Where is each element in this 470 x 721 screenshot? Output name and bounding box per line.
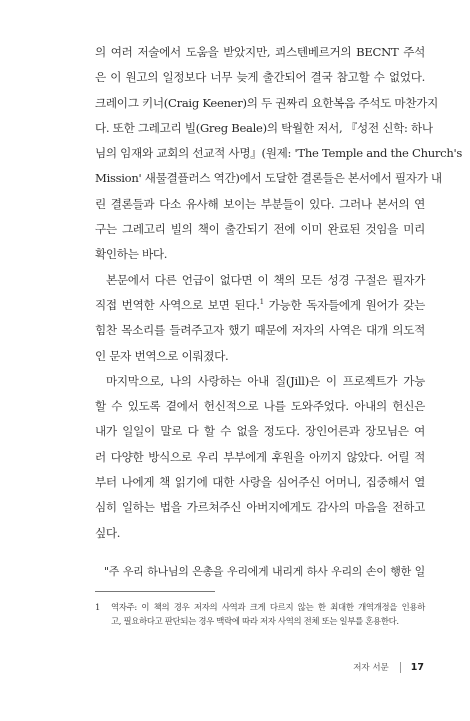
body-text [95, 40, 463, 546]
text-line: 심히 일하는 법을 가르쳐주신 아버지에게도 감사의 마음을 전하고 [95, 500, 425, 515]
footnote-line: 역자주: 이 책의 경우 저자의 사역과 크게 다르지 않는 한 최대한 개역개정을 인용하 [111, 602, 425, 612]
text-line: 크레이그 키너(Craig Keener)의 두 권짜리 요한복음 주석도 마찬가지 [95, 95, 439, 110]
footnote-marker[interactable]: 1 [259, 298, 264, 307]
text-line: 힘찬 목소리를 들려주고자 했기 때문에 저자의 사역은 대개 의도적 [95, 323, 425, 338]
scripture-quote: "주 우리 하나님의 은총을 우리에게 내리게 하사 우리의 손이 행한 일 [104, 565, 425, 578]
footnote-text [111, 600, 425, 628]
text-line: 다. 또한 그레고리 빌(Greg Beale)의 탁월한 저서, 『성전 신학: 하나 [95, 120, 433, 135]
text-line: 마지막으로, 나의 사랑하는 아내 질(Jill)은 이 프로젝트가 가능 [106, 373, 425, 388]
folio-divider [400, 662, 401, 673]
text-line: 러 다양한 방식으로 우리 부부에게 후원을 아끼지 않았다. 어릴 적 [95, 449, 425, 464]
text-line: 확인하는 바다. [95, 247, 168, 262]
text-line-with-footnote [95, 293, 425, 318]
text-line: 내가 일일이 말로 다 할 수 없을 정도다. 장인어른과 장모님은 여 [95, 424, 425, 439]
text-line: 의 여러 저술에서 도움을 받았지만, 쾨스텐베르거의 BECNT 주석 [95, 45, 425, 59]
paragraph-3 [95, 369, 425, 546]
paragraph-2 [95, 268, 425, 369]
text-line: 본문에서 다른 언급이 없다면 이 책의 모든 성경 구절은 필자가 [106, 272, 425, 287]
page-number: 17 [410, 661, 424, 673]
text-line: 구는 그레고리 빌의 책이 출간되기 전에 이미 완료된 것임을 미리 [95, 222, 425, 237]
text-line: 인 문자 번역으로 이뤄졌다. [95, 348, 229, 363]
running-section-title: 저자 서문 [353, 663, 389, 673]
text-segment: 직접 번역한 사역으로 보면 된다. [95, 297, 260, 312]
text-line: 은 이 원고의 일정보다 너무 늦게 출간되어 결국 참고할 수 없었다. [95, 70, 425, 85]
footnote-line: 고, 필요하다고 판단되는 경우 맥락에 따라 저자 사역의 전체 또는 일부를 혼용한다. [111, 616, 399, 626]
paragraph-1 [95, 40, 463, 268]
text-line: 부터 나에게 책 읽기에 대한 사랑을 심어주신 어머니, 집중해서 열 [95, 475, 425, 490]
footnote [95, 600, 425, 628]
text-line: 할 수 있도록 곁에서 헌신적으로 나를 도와주었다. 아내의 헌신은 [95, 399, 425, 414]
text-segment: 가능한 독자들에게 원어가 갖는 [268, 297, 425, 312]
text-line: 린 결론들과 다소 유사해 보이는 부분들이 있다. 그러나 본서의 연 [95, 196, 425, 211]
text-line: 싶다. [95, 525, 121, 540]
text-line: Mission' 새물결플러스 역간)에서 도달한 결론들은 본서에서 필자가 내 [95, 171, 442, 186]
page-footer [353, 661, 424, 673]
footnote-divider [95, 591, 215, 592]
footnote-number: 1 [95, 602, 101, 612]
text-line: 님의 임재와 교회의 선교적 사명』(원제: 'The Temple and the Church's [95, 146, 463, 161]
